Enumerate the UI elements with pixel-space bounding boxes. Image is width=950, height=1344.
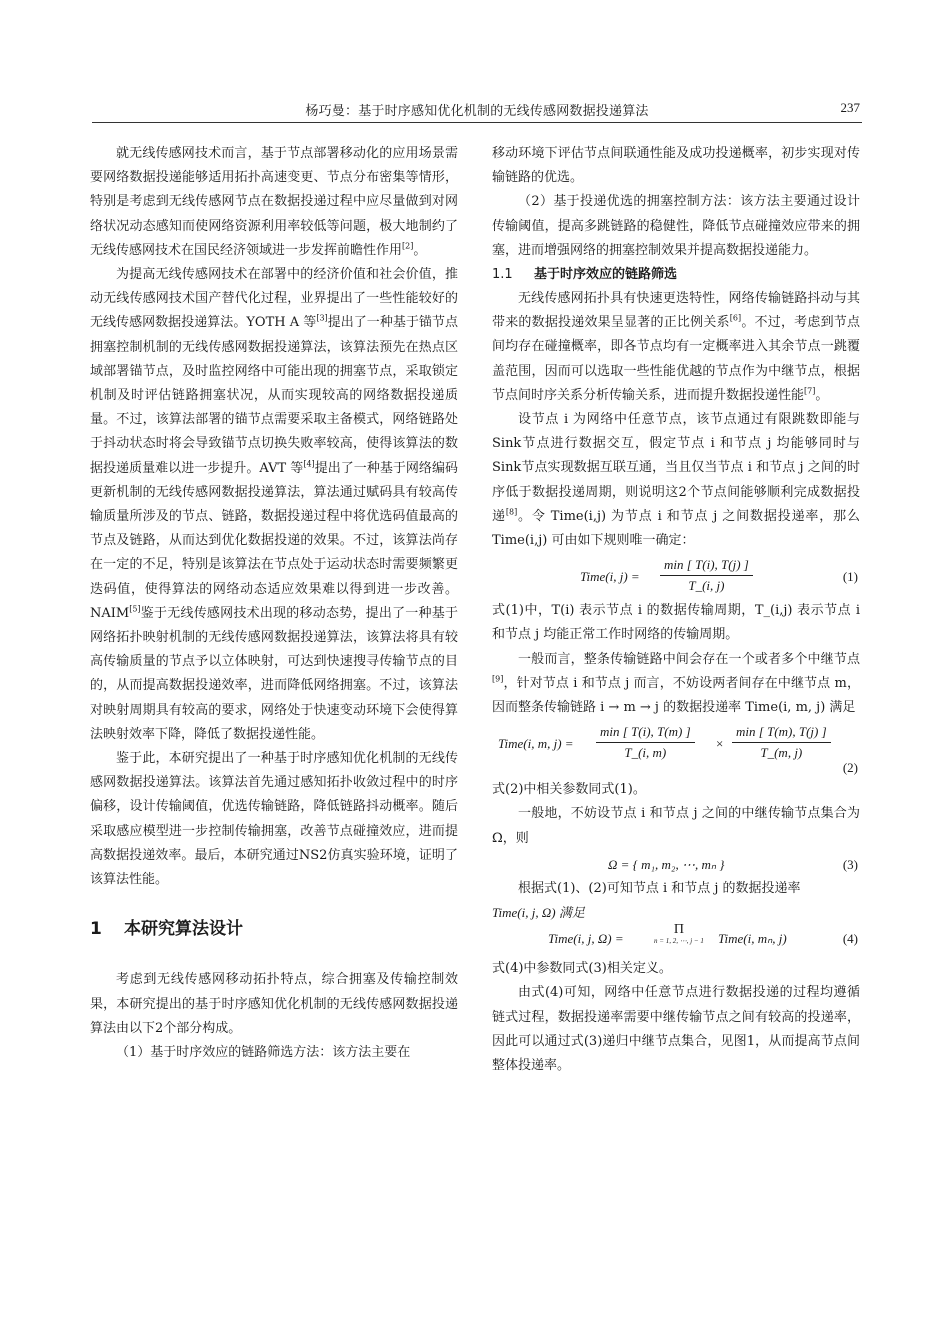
- paragraph: Time(i, j, Ω) 满足: [492, 905, 585, 921]
- equation-fraction: [596, 722, 695, 763]
- product-operator: [654, 923, 704, 946]
- denominator: T_(i, m): [624, 745, 667, 761]
- equation-number: (3): [842, 856, 858, 872]
- subsection-title: 基于时序效应的链路筛选: [534, 267, 678, 283]
- section-number: 1: [90, 919, 102, 940]
- numerator: min [ T(i), T(m) ]: [596, 722, 695, 743]
- equation-body: Ω = { m₁, m₂, ⋯, mₙ }: [608, 856, 725, 872]
- denominator: T_(i, j): [688, 578, 725, 594]
- equation-number: (1): [842, 569, 858, 585]
- paragraph: 一般地，不妨设节点 i 和节点 j 之间的中继传输节点集合为 Ω，则: [492, 806, 860, 846]
- product-subscript: n = 1, 2, ⋯, j − 1: [654, 937, 704, 946]
- subsection-heading: [492, 263, 860, 287]
- paragraph: 式(2)中相关参数同式(1)。: [492, 782, 646, 798]
- running-header: [92, 96, 862, 123]
- citation[interactable]: [6]: [729, 313, 742, 323]
- equation-rhs: Time(i, mₙ, j): [718, 931, 787, 947]
- denominator: T_(m, j): [760, 745, 803, 761]
- paragraph: 由式(4)可知，网络中任意节点进行数据投递的过程均遵循链式过程，数据投递率需要中继传输节点之间有较高的投递率，因此可以通过式(3)递归中继节点集合，见图1，从而提高节点间整体投递率。: [492, 985, 860, 1074]
- paragraph: 设节点 i 为网络中任意节点，该节点通过有限跳数即能与Sink节点进行数据交互，假定节点 i 和节点 j 均能够同时与Sink节点实现数据互联互通，当且仅当节点 i 和节点 j 之间的时序低于数据投递周期，则说明这2个节点间能够顺利完成数据投递[8]。令 Time(i,j) 为节点 i 和节点 j 之间数据投递率，那么 Time(i,j) 可由如下规则唯一确定：: [492, 412, 860, 549]
- numerator: min [ T(i), T(j) ]: [660, 555, 753, 576]
- paragraph: 鉴于此，本研究提出了一种基于时序感知优化机制的无线传感网数据投递算法。该算法首先通过感知拓扑收敛过程中的时序偏移，设计传输阈值，优选传输链路，降低链路抖动概率。随后采取感应模型进一步控制传输拥塞，改善节点碰撞效应，进而提高数据投递效率。最后，本研究通过NS2仿真实验环境，证明了该算法性能。: [90, 751, 458, 888]
- right-column: [492, 142, 860, 1078]
- citation[interactable]: [4]: [303, 459, 315, 469]
- equation-fraction: [660, 555, 753, 596]
- paragraph: 就无线传感网技术而言，基于节点部署移动化的应用场景需要网络数据投递能够适用拓扑高速变更、节点分布密集等情形，特别是考虑到无线传感网节点在数据投递过程中应尽量做到对网络状况动态感知而使网络资源利用率较低等问题，极大地制约了无线传感网技术在国民经济领域进一步发挥前瞻性作用[2]。: [90, 146, 458, 258]
- paragraph: 移动环境下评估节点间联通性能及成功投递概率，初步实现对传输链路的优选。: [492, 146, 860, 186]
- paragraph: 为提高无线传感网技术在部署中的经济价值和社会价值，推动无线传感网技术国产替代化过程，业界提出了一些性能较好的无线传感网数据投递算法。YOTH A 等[3]提出了一种基于锚节点拥塞控制机制的无线传感网数据投递算法，该算法预先在热点区域部署锚节点，及时监控网络中可能出现的拥塞节点，采取锁定机制及时评估链路拥塞状况，从而实现较高的网络数据投递质量。不过，该算法部署的锚节点需要采取主备模式，网络链路处于抖动状态时将会导致锚节点切换失败率较高，使得该算法的数据投递质量难以进一步提升。AVT 等[4]提出了一种基于网络编码更新机制的无线传感网数据投递算法，算法通过赋码具有较高传输质量所涉及的节点、链路，数据投递过程中将优选码值最高的节点及链路，从而达到优化数据投递的效果。不过，该算法尚存在一定的不足，特别是该算法在节点处于运动状态时需要频繁更迭码值，使得算法的网络动态适应效果难以得到进一步改善。NAIM[5]鉴于无线传感网技术出现的移动态势，提出了一种基于网络拓扑映射机制的无线传感网数据投递算法，该算法将具有较高传输质量的节点予以立体映射，可达到快速搜寻传输节点的目的，从而提高数据投递效率，进而降低网络拥塞。不过，该算法对映射周期具有较高的要求，网络处于快速变动环境下会使得算法映射效率下降，降低了数据投递性能。: [90, 267, 458, 742]
- citation[interactable]: [3]: [316, 314, 328, 324]
- citation[interactable]: [8]: [505, 507, 518, 517]
- paragraph: （2）基于投递优选的拥塞控制方法：该方法主要通过设计传输阈值，提高多跳链路的稳健性，降低节点碰撞效应带来的拥塞，进而增强网络的拥塞控制效果并提高数据投递能力。: [492, 194, 860, 258]
- equation-lhs: Time(i, j, Ω) =: [548, 931, 624, 947]
- left-column: [90, 142, 458, 1065]
- paragraph: （1）基于时序效应的链路筛选方法：该方法主要在: [116, 1044, 411, 1060]
- equation-2: [492, 720, 860, 778]
- citation[interactable]: [9]: [492, 674, 504, 684]
- section-heading: [90, 914, 458, 944]
- times-operator: ×: [716, 736, 724, 752]
- citation[interactable]: [5]: [129, 604, 141, 614]
- equation-number: (4): [842, 931, 858, 947]
- page-number: 237: [840, 100, 860, 115]
- paragraph: 考虑到无线传感网移动拓扑特点，综合拥塞及传输控制效果，本研究提出的基于时序感知优化机制的无线传感网数据投递算法由以下2个部分构成。: [90, 972, 458, 1036]
- equation-fraction: [732, 722, 831, 763]
- equation-3: [492, 851, 860, 877]
- equation-lhs: Time(i, j) =: [580, 569, 640, 585]
- equation-4: [492, 922, 860, 957]
- subsection-number: 1.1: [492, 267, 513, 283]
- paragraph: 根据式(1)、(2)可知节点 i 和节点 j 的数据投递率: [518, 880, 801, 896]
- running-title: 杨巧曼：基于时序感知优化机制的无线传感网数据投递算法: [305, 104, 649, 119]
- paragraph: 式(1)中，T(i) 表示节点 i 的数据传输周期，T_(i,j) 表示节点 i 和节点 j 均能正常工作时网络的传输周期。: [492, 603, 860, 643]
- section-title: 本研究算法设计: [124, 919, 243, 940]
- product-symbol: Π: [673, 922, 685, 938]
- numerator: min [ T(m), T(j) ]: [732, 722, 831, 743]
- equation-1: [492, 553, 860, 599]
- paragraph: 一般而言，整条传输链路中间会存在一个或者多个中继节点[9]，针对节点 i 和节点 j 而言，不妨设两者间存在中继节点 m，因而整条传输链路 i → m → j 的数据投递率 Time(i, m, j) 满足: [492, 651, 860, 716]
- paragraph: 式(4)中参数同式(3)相关定义。: [492, 961, 672, 977]
- equation-lhs: Time(i, m, j) =: [498, 736, 574, 752]
- equation-number: (2): [842, 760, 858, 776]
- citation[interactable]: [2]: [402, 241, 414, 251]
- paragraph: 无线传感网拓扑具有快速更迭特性，网络传输链路抖动与其带来的数据投递效果呈显著的正比例关系[6]。不过，考虑到节点间均存在碰撞概率，即各节点均有一定概率进入其余节点一跳覆盖范围，因而可以选取一些性能优越的节点作为中继节点，根据节点间时序关系分析传输关系，进而提升数据投递性能[7]。: [492, 291, 860, 403]
- citation[interactable]: [7]: [804, 386, 816, 396]
